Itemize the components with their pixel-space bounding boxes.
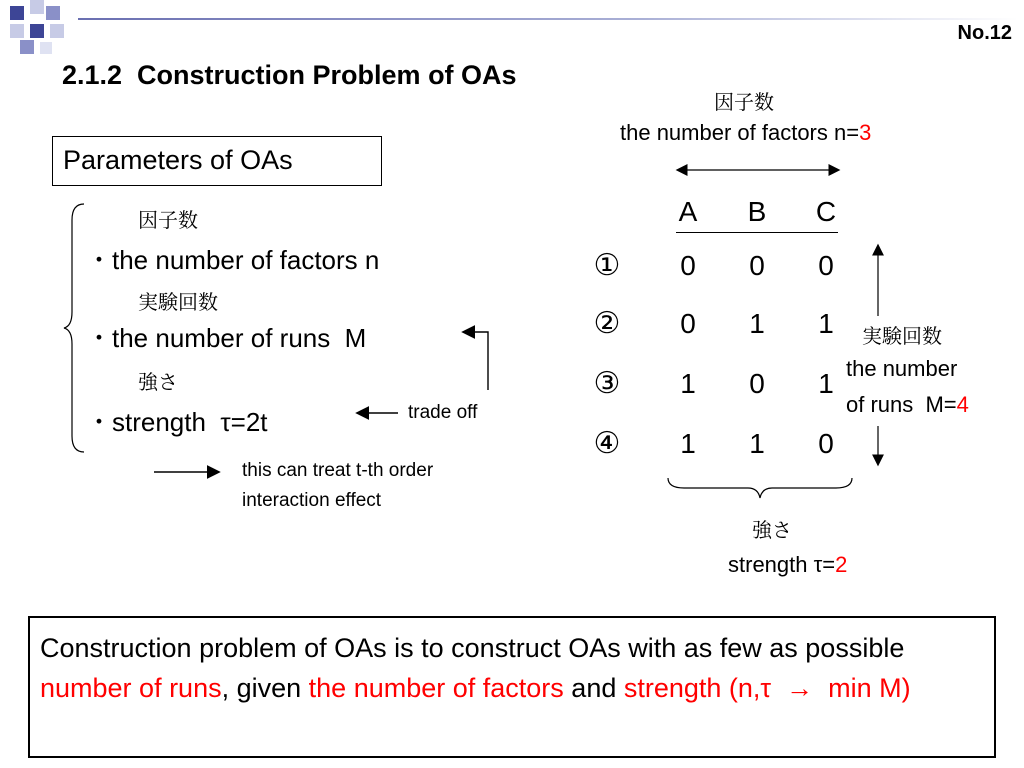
- factors-heading: [620, 120, 871, 146]
- summary-text-1: Construction problem of OAs is to construct OAs with as few as possible: [40, 633, 905, 663]
- strength-heading: [728, 552, 847, 578]
- factors-value: 3: [859, 120, 872, 145]
- factors-double-arrow: [668, 160, 848, 180]
- interaction-note-line1: this can treat t-th order: [242, 460, 434, 481]
- runs-heading-line2: [846, 392, 969, 418]
- table-cell: 1: [749, 308, 765, 339]
- row-label-2: ②: [593, 307, 621, 340]
- table-cell: 1: [818, 308, 834, 339]
- summary-strength-highlight: strength (n,τ → min M): [623, 673, 911, 703]
- row-label-1: ①: [593, 249, 621, 282]
- runs-heading-line1: the number: [846, 356, 958, 381]
- interaction-arrow: [150, 462, 230, 482]
- runs-value: 4: [956, 392, 969, 417]
- strength-jp-heading: 強さ: [752, 520, 792, 542]
- title-rule: [78, 18, 1018, 20]
- table-cell: 1: [680, 428, 696, 459]
- row-label-3: ③: [593, 367, 621, 400]
- interaction-note-line2: interaction effect: [242, 490, 382, 511]
- strength-item: ・strength τ=2t: [86, 407, 268, 437]
- summary-runs-highlight: number of runs: [40, 673, 222, 703]
- column-header-c: C: [815, 196, 837, 227]
- row-label-4: ④: [593, 427, 621, 460]
- factors-jp-label: 因子数: [138, 210, 198, 232]
- table-cell: 1: [818, 368, 834, 399]
- parameters-box-title: Parameters of OAs: [63, 145, 293, 175]
- slide-title: 2.1.2 Construction Problem of OAs: [62, 60, 517, 90]
- trade-off-label: trade off: [408, 402, 478, 423]
- table-cell: 1: [680, 368, 696, 399]
- header-underline: [676, 232, 838, 233]
- strength-value: 2: [835, 552, 848, 577]
- runs-jp-heading: 実験回数: [862, 326, 942, 348]
- summary-text-3: and: [563, 673, 624, 703]
- column-header-a: A: [678, 196, 698, 227]
- summary-factors-highlight: the number of factors: [308, 673, 564, 703]
- header-decoration: [0, 0, 1024, 60]
- runs-jp-label: 実験回数: [138, 292, 218, 314]
- parameters-box: [52, 136, 382, 186]
- table-cell: 0: [818, 428, 834, 459]
- strength-brace: [664, 474, 856, 504]
- strength-heading-text: strength τ=: [728, 552, 836, 577]
- table-cell: 0: [749, 250, 765, 281]
- factors-jp-heading: 因子数: [714, 92, 774, 114]
- table-cell: 0: [680, 308, 696, 339]
- slide-number: No.12: [957, 22, 1012, 44]
- table-cell: 0: [818, 250, 834, 281]
- summary-text-2: , given: [221, 673, 309, 703]
- strength-jp-label: 強さ: [138, 372, 178, 394]
- table-cell: 0: [680, 250, 696, 281]
- column-header-b: B: [747, 196, 767, 227]
- summary-box: [28, 616, 996, 758]
- runs-item: ・the number of runs M: [86, 323, 367, 353]
- runs-vertical-arrows: [868, 240, 888, 470]
- table-cell: 1: [749, 428, 765, 459]
- runs-heading-text: of runs M=: [846, 392, 957, 417]
- factors-heading-text: the number of factors n=: [620, 120, 860, 145]
- table-cell: 0: [749, 368, 765, 399]
- factors-item: ・the number of factors n: [86, 245, 380, 275]
